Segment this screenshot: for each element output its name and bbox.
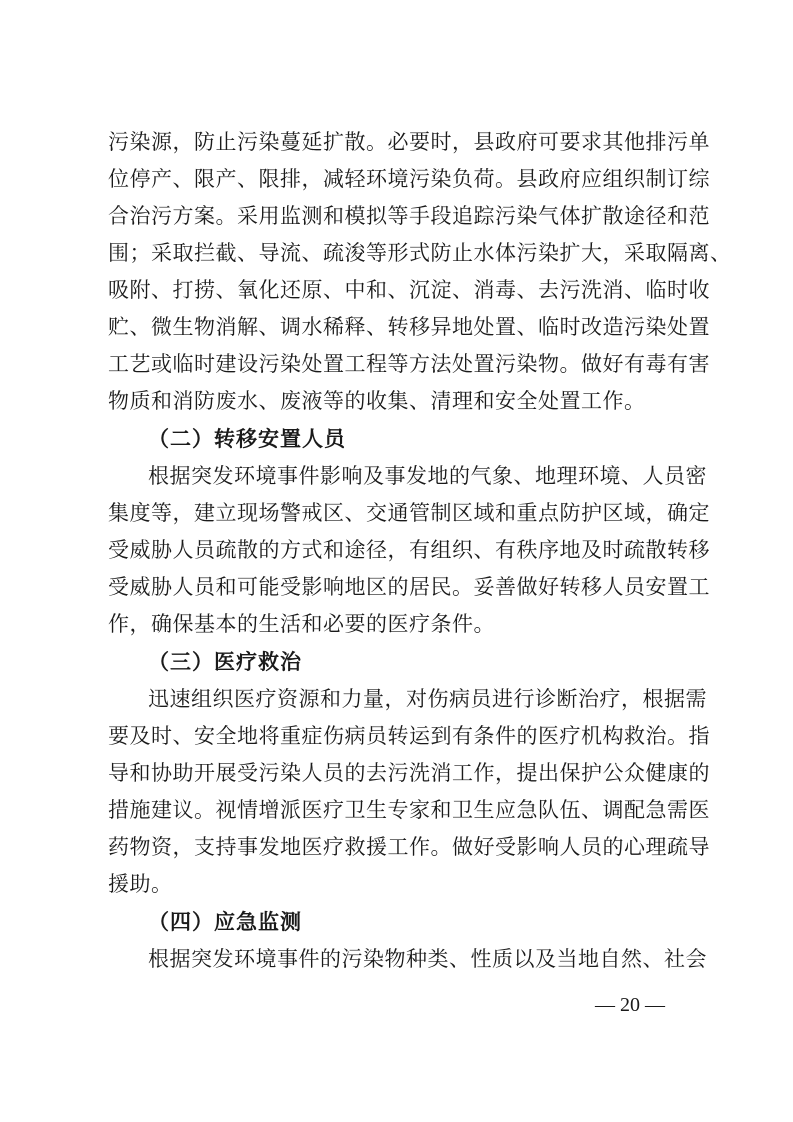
section-heading-relocation: （二）转移安置人员 [148, 427, 346, 451]
body-line: 吸附、打捞、氧化还原、中和、沉淀、消毒、去污洗消、临时收 [108, 278, 710, 302]
body-line: 措施建议。视情增派医疗卫生专家和卫生应急队伍、调配急需医 [108, 798, 710, 822]
body-line: 位停产、限产、限排，减轻环境污染负荷。县政府应组织制订综 [108, 167, 710, 191]
body-line: 集度等，建立现场警戒区、交通管制区域和重点防护区域，确定 [108, 501, 710, 525]
body-line: 要及时、安全地将重症伤病员转运到有条件的医疗机构救治。指 [108, 724, 710, 748]
section-heading-medical: （三）医疗救治 [148, 650, 302, 674]
body-line: 物质和消防废水、废液等的收集、清理和安全处置工作。 [108, 389, 646, 413]
body-line: 围；采取拦截、导流、疏浚等形式防止水体污染扩大，采取隔离、 [108, 241, 732, 265]
body-line: 药物资，支持事发地医疗救援工作。做好受影响人员的心理疏导 [108, 835, 710, 859]
body-line: 根据突发环境事件的污染物种类、性质以及当地自然、社会 [148, 947, 707, 971]
body-line: 根据突发环境事件影响及事发地的气象、地理环境、人员密 [148, 464, 707, 488]
body-line: 贮、微生物消解、调水稀释、转移异地处置、临时改造污染处置 [108, 315, 710, 339]
body-line: 迅速组织医疗资源和力量，对伤病员进行诊断治疗，根据需 [148, 687, 707, 711]
body-line: 援助。 [108, 872, 173, 896]
body-line: 合治污方案。采用监测和模拟等手段追踪污染气体扩散途径和范 [108, 204, 710, 228]
body-line: 作，确保基本的生活和必要的医疗条件。 [108, 612, 495, 636]
body-line: 受威胁人员和可能受影响地区的居民。妥善做好转移人员安置工 [108, 575, 710, 599]
page-number: — 20 — [595, 994, 665, 1016]
body-line: 污染源，防止污染蔓延扩散。必要时，县政府可要求其他排污单 [108, 130, 710, 154]
body-line: 导和协助开展受污染人员的去污洗消工作，提出保护公众健康的 [108, 761, 710, 785]
section-heading-monitoring: （四）应急监测 [148, 910, 302, 934]
body-line: 工艺或临时建设污染处置工程等方法处置污染物。做好有毒有害 [108, 352, 710, 376]
body-line: 受威胁人员疏散的方式和途径，有组织、有秩序地及时疏散转移 [108, 538, 710, 562]
